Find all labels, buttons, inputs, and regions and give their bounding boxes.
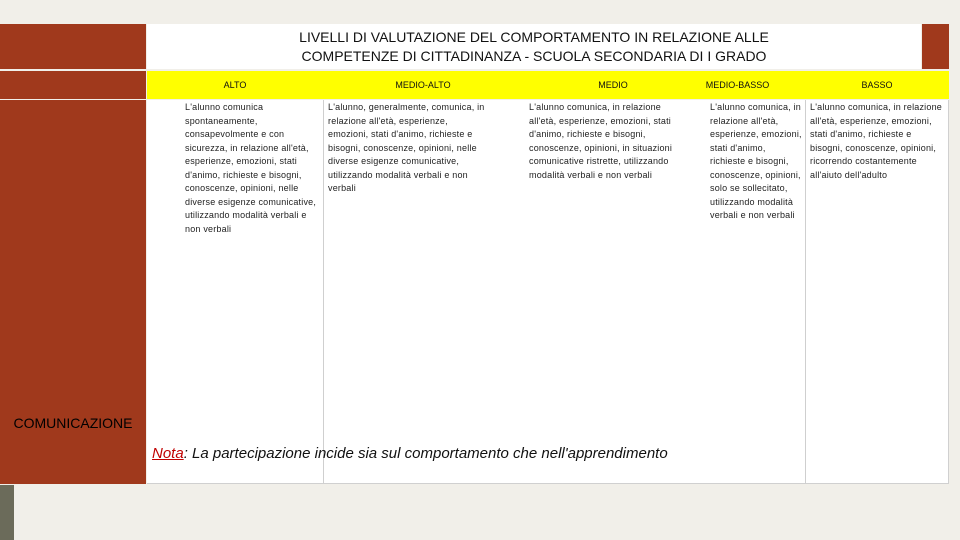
title-line-1: LIVELLI DI VALUTAZIONE DEL COMPORTAMENTO IN RELAZIONE ALLE [299, 29, 769, 45]
header-left-block [0, 71, 146, 99]
footnote-text: : La partecipazione incide sia sul comportamento che nell'apprendimento [183, 445, 668, 462]
cell-medio-alto: L'alunno, generalmente, comunica, in relazione all'età, esperienze, emozioni, stati d'animo, richieste e bisogni, conoscenze, opinioni, nelle diverse esigenze comunicative, utilizzando modalità verbali e non verbali [328, 102, 485, 193]
header-alto: ALTO [223, 80, 247, 90]
header-medio-basso: MEDIO-BASSO [705, 80, 770, 90]
cell-medio: L'alunno comunica, in relazione all'età, esperienze, emozioni, stati d'animo, richieste e bisogni, conoscenze, opinioni, in situazioni comunicative ristrette, utilizzando modalità verbali e non verbali [529, 102, 673, 180]
title-right-block [922, 24, 949, 69]
cell-basso: L'alunno comunica, in relazione all'età, esperienze, emozioni, stati d'animo, richieste e bisogni, conoscenze, opinioni, ricorrendo costantemente all'aiuto dell'adulto [810, 102, 942, 180]
row-label: COMUNICAZIONE [0, 100, 146, 484]
footnote [152, 445, 668, 462]
title-line-2: COMPETENZE DI CITTADINANZA - SCUOLA SECONDARIA DI I GRADO [301, 48, 767, 64]
cell-medio-basso: L'alunno comunica, in relazione all'età, esperienze, emozioni, stati d'animo, richieste e bisogni, conoscenze, opinioni, solo se sollecitato, utilizzando modalità verbali e non verbali [710, 102, 802, 220]
column-divider [805, 100, 806, 484]
cell-alto: L'alunno comunica spontaneamente, consapevolmente e con sicurezza, in relazione all'età, esperienze, emozioni, stati d'animo, richieste e bisogni, conoscenze, opinioni, nelle diverse esigenze comunicative, utilizzando modalità verbali e non verbali [185, 102, 317, 234]
column-divider [323, 100, 324, 484]
footnote-label: Nota [152, 445, 184, 462]
header-basso: BASSO [861, 80, 893, 90]
title-left-block [0, 24, 146, 69]
decorative-strip [0, 485, 14, 540]
table-title [147, 24, 921, 69]
header-medio: MEDIO [598, 80, 628, 90]
header-medio-alto: MEDIO-ALTO [395, 80, 451, 90]
